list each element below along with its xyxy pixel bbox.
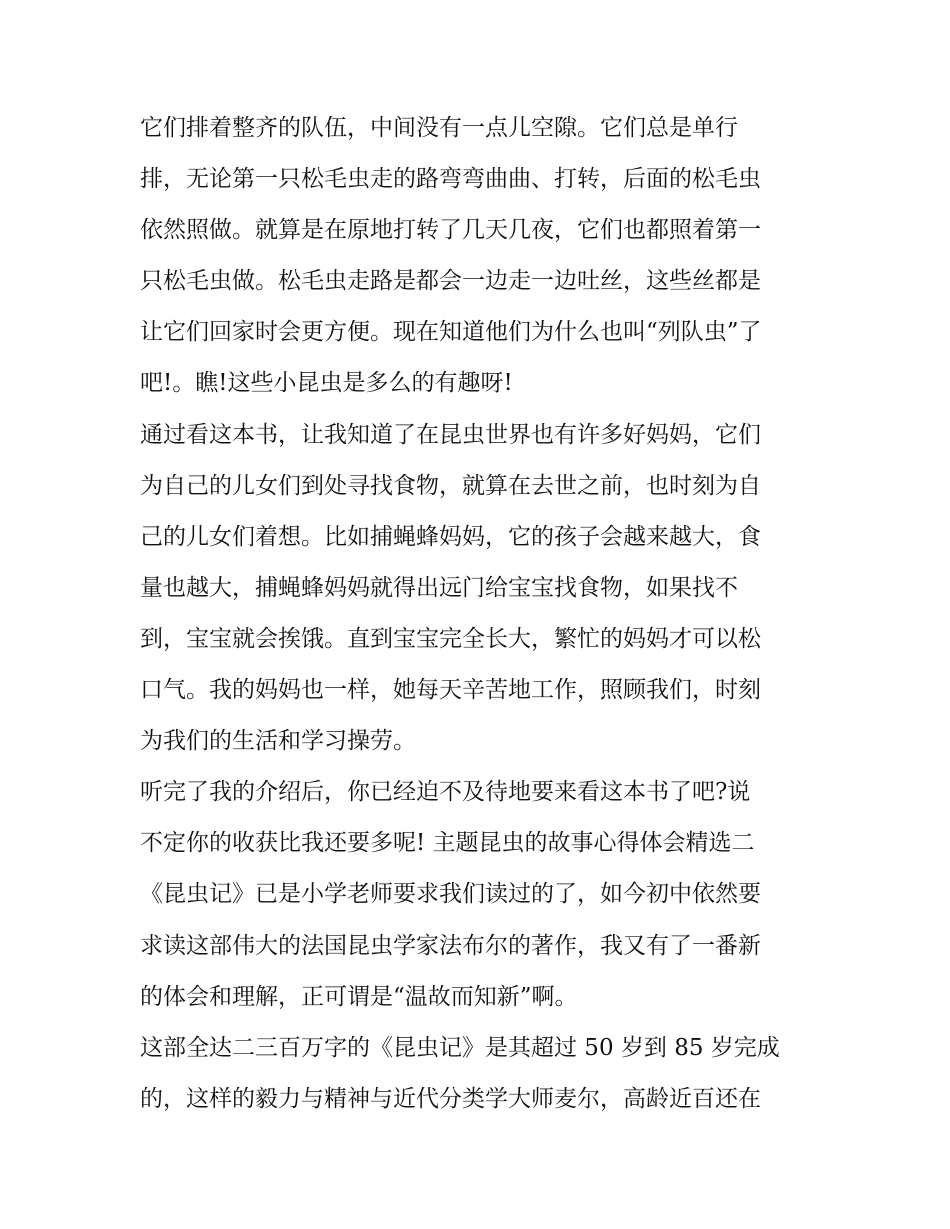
- text-line: 它们排着整齐的队伍，中间没有一点儿空隙。它们总是单行: [140, 115, 738, 141]
- text-line: 的体会和理解，正可谓是“温故而知新”啊。: [140, 983, 578, 1010]
- text-line: 己的儿女们着想。比如捕蝇蜂妈妈，它的孩子会越来越大，食: [140, 523, 761, 550]
- text-line: 《昆虫记》已是小学老师要求我们读过的了，如今初中依然要: [140, 881, 761, 908]
- text-line: 排，无论第一只松毛虫走的路弯弯曲曲、打转，后面的松毛虫: [140, 166, 761, 193]
- document-body: [140, 103, 810, 1125]
- text-line: 听完了我的介绍后，你已经迫不及待地要来看这本书了吧?说: [140, 779, 751, 806]
- text-line: 的，这样的毅力与精神与近代分类学大师麦尔，高龄近百还在: [140, 1085, 761, 1112]
- text-line: 口气。我的妈妈也一样，她每天辛苦地工作，照顾我们，时刻: [140, 677, 761, 704]
- text-line: 求读这部伟大的法国昆虫学家法布尔的著作，我又有了一番新: [140, 932, 761, 959]
- text-line: 这部全达二三百万字的《昆虫记》是其超过 50 岁到 85 岁完成: [140, 1034, 780, 1061]
- text-line: 只松毛虫做。松毛虫走路是都会一边走一边吐丝，这些丝都是: [140, 268, 761, 295]
- text-line: 不定你的收获比我还要多呢! 主题昆虫的故事心得体会精选二: [140, 830, 755, 857]
- text-line: 到，宝宝就会挨饿。直到宝宝完全长大，繁忙的妈妈才可以松: [140, 625, 761, 652]
- text-line: 量也越大，捕蝇蜂妈妈就得出远门给宝宝找食物，如果找不: [140, 574, 738, 601]
- text-line: 依然照做。就算是在原地打转了几天几夜，它们也都照着第一: [140, 217, 761, 244]
- text-line: 通过看这本书，让我知道了在昆虫世界也有许多好妈妈，它们: [140, 421, 761, 448]
- text-line: 为我们的生活和学习操劳。: [140, 728, 416, 755]
- text-line: 为自己的儿女们到处寻找食物，就算在去世之前，也时刻为自: [140, 472, 761, 499]
- text-line: 吧!。瞧!这些小昆虫是多么的有趣呀!: [140, 370, 513, 397]
- text-line: 让它们回家时会更方便。现在知道他们为什么也叫“列队虫”了: [140, 319, 762, 346]
